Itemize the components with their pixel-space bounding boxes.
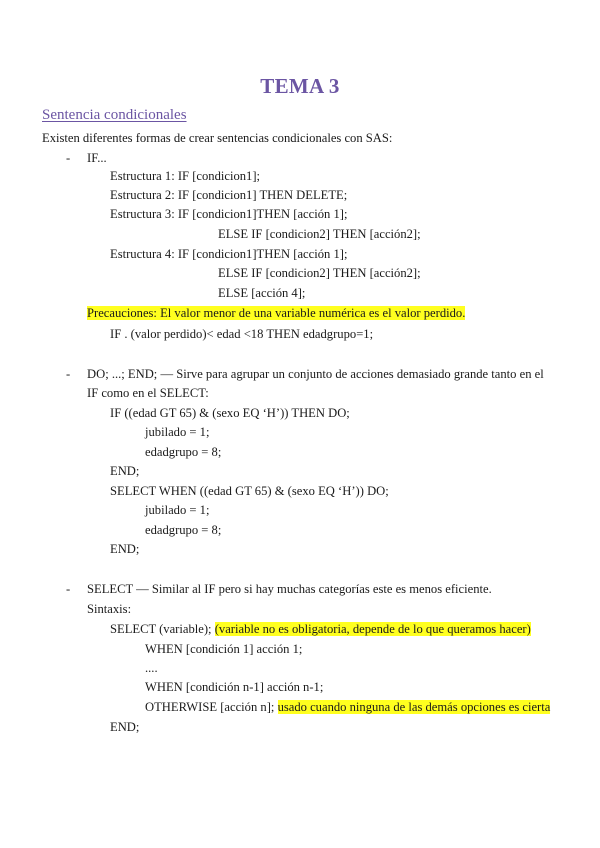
estructura-3-line-2: ELSE IF [condicion2] THEN [acción2]; bbox=[218, 227, 421, 241]
intro-text: Existen diferentes formas de crear sentencias condicionales con SAS: bbox=[42, 131, 393, 145]
select-code: SELECT (variable); bbox=[110, 622, 212, 636]
do-code-end: END; bbox=[110, 464, 140, 478]
estructura-4-line-1: Estructura 4: IF [condicion1]THEN [acción 1]; bbox=[110, 247, 348, 261]
bullet-dash-do: - bbox=[66, 367, 71, 381]
estructura-4-line-3: ELSE [acción 4]; bbox=[218, 286, 306, 300]
do-code-if: IF ((edad GT 65) & (sexo EQ ‘H’)) THEN DO; bbox=[110, 406, 350, 420]
do-code-select: SELECT WHEN ((edad GT 65) & (sexo EQ ‘H’)) DO; bbox=[110, 484, 389, 498]
do-code-jubilado-2: jubilado = 1; bbox=[145, 503, 210, 517]
select-ellipsis: .... bbox=[145, 661, 158, 675]
precaucion-line bbox=[87, 305, 465, 321]
select-when-n-1: WHEN [condición n-1] acción n-1; bbox=[145, 680, 324, 694]
estructura-1: Estructura 1: IF [condicion1]; bbox=[110, 169, 261, 183]
do-code-end-2: END; bbox=[110, 542, 140, 556]
select-line-1 bbox=[110, 621, 531, 637]
bullet-dash-if: - bbox=[66, 151, 71, 165]
select-sintaxis: Sintaxis: bbox=[87, 602, 132, 616]
select-otherwise-line bbox=[145, 699, 550, 715]
do-code-edadgrupo: edadgrupo = 8; bbox=[145, 445, 222, 459]
do-heading-line-1: DO; ...; END; — Sirve para agrupar un conjunto de acciones demasiado grande tanto en el bbox=[87, 367, 544, 381]
section-heading: Sentencia condicionales bbox=[42, 107, 187, 123]
do-code-jubilado: jubilado = 1; bbox=[145, 425, 210, 439]
select-otherwise: OTHERWISE [acción n]; bbox=[145, 700, 275, 714]
select-note-highlight: (variable no es obligatoria, depende de lo que queramos hacer) bbox=[214, 622, 531, 636]
bullet-dash-select: - bbox=[66, 582, 71, 596]
if-heading: IF... bbox=[87, 151, 107, 165]
otherwise-note-highlight: usado cuando ninguna de las demás opciones es cierta bbox=[277, 700, 551, 714]
do-code-edadgrupo-2: edadgrupo = 8; bbox=[145, 523, 222, 537]
select-when-1: WHEN [condición 1] acción 1; bbox=[145, 642, 303, 656]
estructura-4-line-2: ELSE IF [condicion2] THEN [acción2]; bbox=[218, 266, 421, 280]
estructura-3-line-1: Estructura 3: IF [condicion1]THEN [acción 1]; bbox=[110, 207, 348, 221]
select-end: END; bbox=[110, 720, 140, 734]
precaucion-highlight: Precauciones: El valor menor de una variable numérica es el valor perdido. bbox=[87, 306, 466, 320]
estructura-2: Estructura 2: IF [condicion1] THEN DELETE; bbox=[110, 188, 348, 202]
if-ejemplo: IF . (valor perdido)< edad <18 THEN edadgrupo=1; bbox=[110, 327, 374, 341]
page-title: TEMA 3 bbox=[260, 74, 340, 98]
do-heading-line-2: IF como en el SELECT: bbox=[87, 386, 209, 400]
select-heading: SELECT — Similar al IF pero si hay muchas categorías este es menos eficiente. bbox=[87, 582, 492, 596]
